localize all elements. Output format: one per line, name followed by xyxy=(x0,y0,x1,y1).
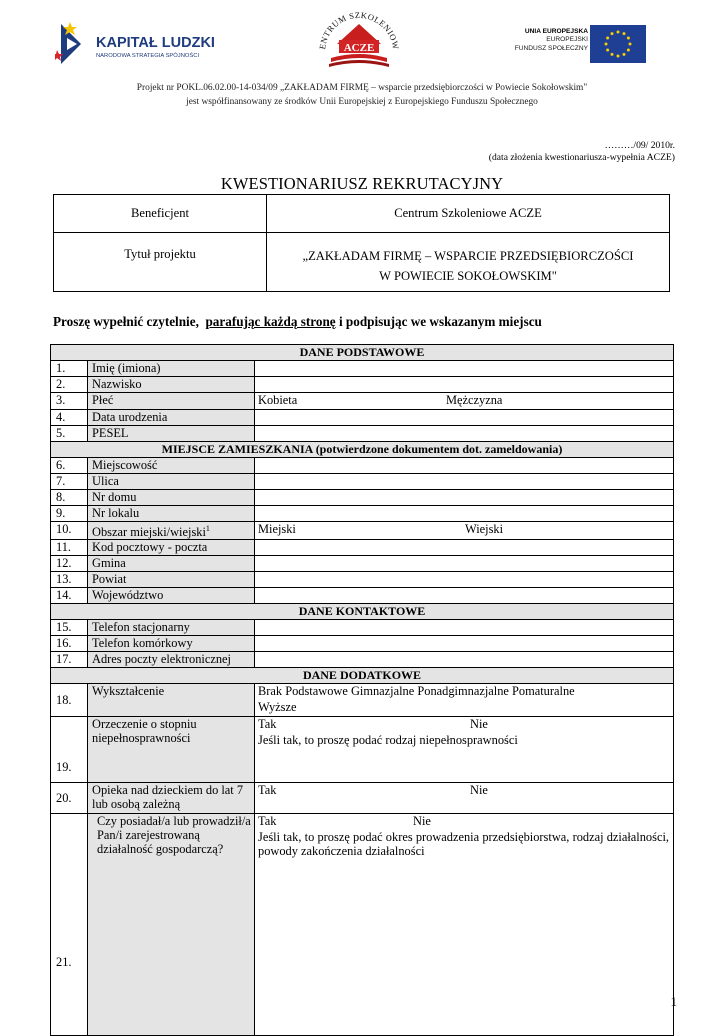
form-title: KWESTIONARIUSZ REKRUTACYJNY xyxy=(220,174,504,193)
row-number: 16. xyxy=(51,636,88,652)
row-pesel xyxy=(51,426,674,442)
ue-line-1: UNIA EUROPEJSKA xyxy=(524,28,588,35)
section-title-kontaktowe: DANE KONTAKTOWE xyxy=(51,604,674,620)
row-gmina xyxy=(51,556,674,572)
option-gimnazjalne[interactable] xyxy=(351,684,417,698)
row-number: 13. xyxy=(51,572,88,588)
row-nazwisko xyxy=(51,377,674,393)
row-label: PESEL xyxy=(88,426,255,442)
eu-star-icon xyxy=(623,53,626,56)
eu-star-icon xyxy=(627,37,630,40)
powiat-input-cell[interactable] xyxy=(255,572,674,588)
wojewodztwo-input-cell[interactable] xyxy=(255,588,674,604)
section-header-zamieszkania xyxy=(51,442,674,458)
eu-star-icon xyxy=(611,32,614,35)
ue-line-2: EUROPEJSKI xyxy=(546,36,588,44)
dzialalnosc-note: Jeśli tak, to proszę podać okres prowadzenia przedsiębiorstwa, rodzaj działalności, powody zakończenia działalności xyxy=(258,830,669,859)
eu-star-icon xyxy=(617,31,620,34)
eu-star-icon xyxy=(617,55,620,58)
row-number: 20. xyxy=(51,783,88,814)
eu-star-icon xyxy=(611,53,614,56)
option-label: Tak xyxy=(258,814,277,829)
eu-star-icon xyxy=(627,49,630,52)
row-number: 9. xyxy=(51,506,88,522)
miejscowosc-input-cell[interactable] xyxy=(255,458,674,474)
project-info-table xyxy=(53,194,670,292)
gmina-input-cell[interactable] xyxy=(255,556,674,572)
row-ulica xyxy=(51,474,674,490)
option-ponadgimnazjalne[interactable] xyxy=(417,684,512,698)
eu-star-icon xyxy=(605,43,608,46)
option-label: Nie xyxy=(470,783,488,798)
nazwisko-input-cell[interactable] xyxy=(255,377,674,393)
project-line-1: Projekt nr POKL.06.02.00-14-034/09 „ZAKŁADAM FIRMĘ – wsparcie przedsiębiorczości w Powiecie Sokołowskim" xyxy=(136,83,588,93)
option-miejski[interactable] xyxy=(258,522,465,538)
row-label: Ulica xyxy=(88,474,255,490)
option-tak[interactable] xyxy=(258,717,470,733)
row-wojewodztwo xyxy=(51,588,674,604)
data-urodzenia-input-cell[interactable] xyxy=(255,410,674,426)
row-number: 7. xyxy=(51,474,88,490)
beneficjent-value: Centrum Szkoleniowe ACZE xyxy=(267,195,670,233)
row-label: Orzeczenie o stopniu niepełnosprawności xyxy=(88,717,255,783)
row-powiat xyxy=(51,572,674,588)
row-label: Imię (imiona) xyxy=(88,361,255,377)
option-label: Gimnazjalne xyxy=(350,684,415,699)
option-label: Nie xyxy=(470,717,488,732)
ue-line-3: FUNDUSZ SPOŁECZNY xyxy=(514,44,588,52)
ue-text xyxy=(515,28,588,53)
row-miejscowosc xyxy=(51,458,674,474)
ulica-input-cell[interactable] xyxy=(255,474,674,490)
submission-date-block xyxy=(489,140,675,164)
row-email xyxy=(51,652,674,668)
row-number: 6. xyxy=(51,458,88,474)
imie-input-cell[interactable] xyxy=(255,361,674,377)
option-label: Podstawowe xyxy=(285,684,348,699)
beneficjent-row xyxy=(54,195,670,233)
tytul-value-line-1: „ZAKŁADAM FIRMĘ – WSPARCIE PRZEDSIĘBIORCZOŚCI xyxy=(302,249,634,263)
unia-europejska-logo xyxy=(470,25,650,65)
option-tak[interactable] xyxy=(258,783,470,799)
footnote-marker: 1 xyxy=(205,524,210,533)
option-wiejski[interactable] xyxy=(465,522,503,538)
row-label xyxy=(88,522,255,540)
kapital-ludzki-emblem-icon xyxy=(55,20,95,68)
row-dzialalnosc xyxy=(51,814,674,1036)
row-label: Wykształcenie xyxy=(88,684,255,717)
opieka-options xyxy=(255,783,674,814)
option-label: Nie xyxy=(413,814,431,829)
instruction-part-2: parafując każdą stronę xyxy=(205,314,336,329)
row-number: 21. xyxy=(51,814,88,1036)
row-label: Nazwisko xyxy=(88,377,255,393)
row-number: 11. xyxy=(51,540,88,556)
option-nie[interactable] xyxy=(470,783,488,799)
row-number: 17. xyxy=(51,652,88,668)
row-telefon-komorkowy xyxy=(51,636,674,652)
option-label: Wiejski xyxy=(465,522,504,536)
header-logos xyxy=(0,0,724,80)
niepelnosprawnosc-options xyxy=(255,717,674,783)
row-label: Nr lokalu xyxy=(88,506,255,522)
row-nr-lokalu xyxy=(51,506,674,522)
tytul-value-line-2: W POWIECIE SOKOŁOWSKIM" xyxy=(379,269,557,283)
option-label: Tak xyxy=(258,717,277,732)
row-number: 10. xyxy=(51,522,88,540)
project-info xyxy=(0,82,724,109)
email-input-cell[interactable] xyxy=(255,652,674,668)
row-label: Województwo xyxy=(88,588,255,604)
row-data-urodzenia xyxy=(51,410,674,426)
acze-arc-text: ENTRUM SZKOLENIOW xyxy=(317,12,402,51)
tytul-value xyxy=(267,233,670,292)
section-title-podstawowe: DANE PODSTAWOWE xyxy=(51,345,674,361)
instruction-text xyxy=(53,314,542,330)
eu-star-icon xyxy=(606,37,609,40)
option-label: Mężczyzna xyxy=(446,393,503,407)
eu-star-icon xyxy=(623,32,626,35)
row-label: Miejscowość xyxy=(88,458,255,474)
row-number: 18. xyxy=(51,684,88,717)
row-number: 12. xyxy=(51,556,88,572)
option-wyzsze[interactable] xyxy=(258,700,296,714)
kod-pocztowy-input-cell[interactable] xyxy=(255,540,674,556)
option-label: Miejski xyxy=(258,522,296,536)
plec-options xyxy=(255,393,674,410)
row-number: 19. xyxy=(51,717,88,783)
acze-logo xyxy=(309,12,409,74)
row-niepelnosprawnosc xyxy=(51,717,674,783)
section-header-podstawowe xyxy=(51,345,674,361)
dzialalnosc-options xyxy=(255,814,674,1036)
acze-logo-text: ACZE xyxy=(343,42,375,54)
nr-domu-input-cell[interactable] xyxy=(255,490,674,506)
row-number: 3. xyxy=(51,393,88,410)
section-header-dodatkowe xyxy=(51,668,674,684)
telefon-stacjonarny-input-cell[interactable] xyxy=(255,620,674,636)
telefon-komorkowy-input-cell[interactable] xyxy=(255,636,674,652)
eu-flag-icon xyxy=(590,25,646,63)
row-label: Nr domu xyxy=(88,490,255,506)
option-label: Kobieta xyxy=(258,393,298,407)
section-title-zamieszkania: MIEJSCE ZAMIESZKANIA (potwierdzone dokumentem dot. zameldowania) xyxy=(51,442,674,458)
option-nie[interactable] xyxy=(413,814,431,830)
row-label: Płeć xyxy=(88,393,255,410)
option-nie[interactable] xyxy=(470,717,488,733)
option-podstawowe[interactable] xyxy=(285,684,351,698)
option-mezczyzna[interactable] xyxy=(446,393,502,409)
row-obszar xyxy=(51,522,674,540)
row-number: 4. xyxy=(51,410,88,426)
acze-emblem-icon xyxy=(309,12,409,74)
eu-star-icon xyxy=(629,43,632,46)
option-kobieta[interactable] xyxy=(258,393,446,409)
row-label: Gmina xyxy=(88,556,255,572)
row-nr-domu xyxy=(51,490,674,506)
row-label: Adres poczty elektronicznej xyxy=(88,652,255,668)
section-header-kontaktowe xyxy=(51,604,674,620)
row-label: Telefon komórkowy xyxy=(88,636,255,652)
row-telefon-stacjonarny xyxy=(51,620,674,636)
option-brak[interactable] xyxy=(258,684,285,698)
row-label: Kod pocztowy - poczta xyxy=(88,540,255,556)
row-number: 1. xyxy=(51,361,88,377)
date-line[interactable]: ………/09/ 2010r. xyxy=(604,140,675,151)
option-tak[interactable] xyxy=(258,814,413,830)
questionnaire-table xyxy=(50,344,674,1036)
tytul-row xyxy=(54,233,670,292)
pesel-input-cell[interactable] xyxy=(255,426,674,442)
row-label: Telefon stacjonarny xyxy=(88,620,255,636)
tytul-label: Tytuł projektu xyxy=(54,233,267,292)
row-label: Data urodzenia xyxy=(88,410,255,426)
option-label: Wyższe xyxy=(258,700,297,715)
row-label: Powiat xyxy=(88,572,255,588)
instruction-part-3: i podpisując we wskazanym miejscu xyxy=(335,314,542,329)
option-label: Pomaturalne xyxy=(512,684,575,699)
kapital-ludzki-title: KAPITAŁ LUDZKI xyxy=(96,35,215,51)
option-label: Tak xyxy=(258,783,277,798)
kapital-ludzki-subtitle: NARODOWA STRATEGIA SPÓJNOŚCI xyxy=(96,53,200,59)
row-opieka xyxy=(51,783,674,814)
project-line-2: jest współfinansowany ze środków Unii Europejskiej z Europejskiego Funduszu Społecznego xyxy=(186,96,538,107)
row-kod-pocztowy xyxy=(51,540,674,556)
instruction-part-1: Proszę wypełnić czytelnie, xyxy=(53,314,199,329)
row-imie xyxy=(51,361,674,377)
row-label: Czy posiadał/a lub prowadził/a Pan/i zarejestrowaną działalność gospodarczą? xyxy=(88,814,255,1036)
wyksztalcenie-options xyxy=(255,684,674,717)
row-plec xyxy=(51,393,674,410)
eu-star-icon xyxy=(606,49,609,52)
row-number: 2. xyxy=(51,377,88,393)
option-pomaturalne[interactable] xyxy=(512,684,575,698)
niepelnosprawnosc-note: Jeśli tak, to proszę podać rodzaj niepełnosprawności xyxy=(258,733,518,748)
nr-lokalu-input-cell[interactable] xyxy=(255,506,674,522)
row-number: 8. xyxy=(51,490,88,506)
row-number: 14. xyxy=(51,588,88,604)
kapital-ludzki-logo xyxy=(55,20,215,68)
date-note: (data złożenia kwestionariusza-wypełnia ACZE) xyxy=(488,152,675,163)
page-number: 1 xyxy=(670,994,677,1009)
beneficjent-label: Beneficjent xyxy=(54,195,267,233)
row-number: 15. xyxy=(51,620,88,636)
option-label: Ponadgimnazjalne xyxy=(417,684,509,699)
row-label-text: Obszar miejski/wiejski xyxy=(92,525,206,540)
row-label: Opieka nad dzieckiem do lat 7 lub osobą zależną xyxy=(88,783,255,814)
row-wyksztalcenie xyxy=(51,684,674,717)
section-title-dodatkowe: DANE DODATKOWE xyxy=(51,668,674,684)
row-number: 5. xyxy=(51,426,88,442)
option-label: Brak xyxy=(258,684,283,699)
obszar-options xyxy=(255,522,674,540)
